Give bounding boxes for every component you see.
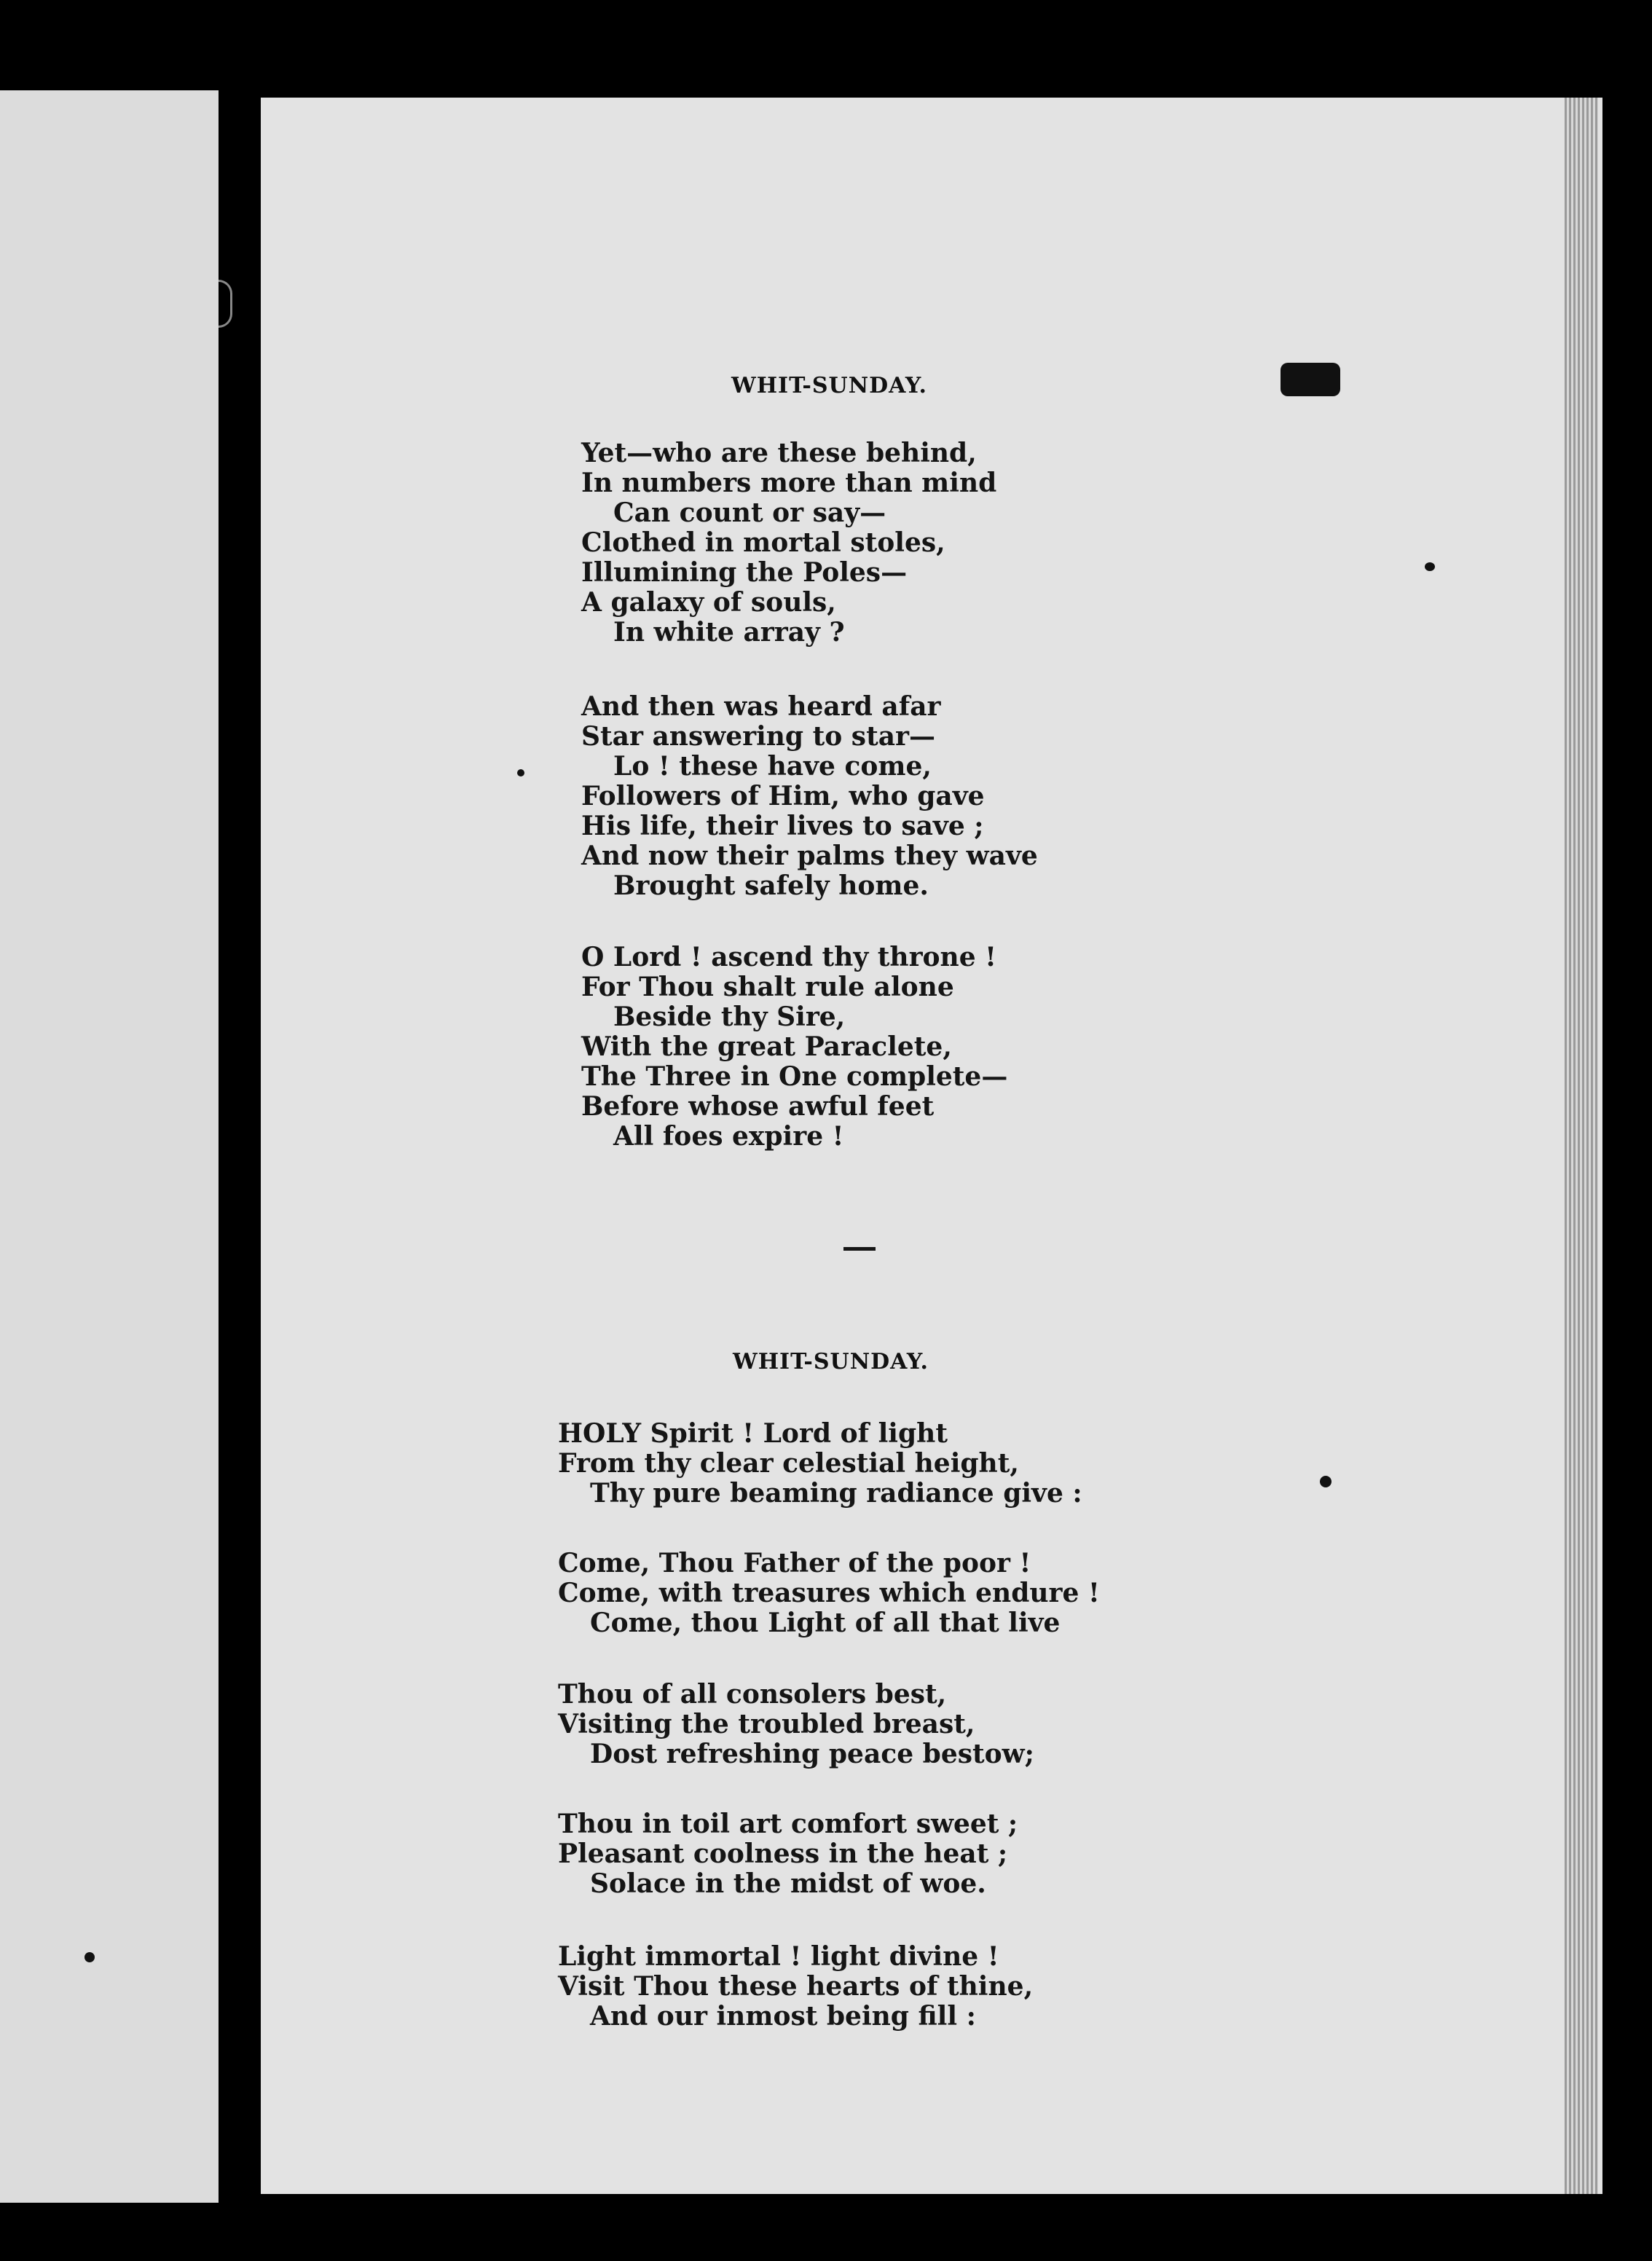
verse-line: And then was heard afar [581,691,941,722]
verse-line: Before whose awful feet [581,1091,935,1122]
verse-line: Illumining the Poles— [581,557,908,588]
verse-line: Can count or say— [613,498,886,528]
stanza [558,1419,1082,1509]
verse-line: In numbers more than mind [581,468,997,498]
verse-line: Star answering to star— [581,721,935,752]
verse-line: His life, their lives to save ; [581,811,984,841]
verse-line: Followers of Him, who gave [581,781,985,811]
verse-line: Pleasant coolness in the heat ; [558,1839,1008,1869]
verse-line: In white array ? [613,617,845,648]
verse-line: Yet—who are these behind, [581,438,977,468]
ink-spot [1425,562,1435,571]
stanza [581,439,996,648]
ink-spot [1320,1476,1332,1487]
stanza [558,1942,1033,2032]
verse-line: Come, with treasures which endure ! [558,1578,1100,1608]
section-divider [843,1247,876,1251]
stanza [581,692,1038,901]
page-stack-edge [1565,98,1598,2194]
ink-spot [84,1952,95,1962]
hymn-title: WHIT-SUNDAY. [733,1349,929,1375]
verse-line: Come, thou Light of all that live [590,1608,1061,1638]
verse-line: Visiting the troubled breast, [558,1709,975,1739]
page-number-blot [1281,363,1340,396]
verse-line: Thy pure beaming radiance give : [590,1478,1082,1509]
verse-line: Thou of all consolers best, [558,1679,947,1710]
verse-line: Clothed in mortal stoles, [581,527,945,558]
verse-line: All foes expire ! [613,1121,844,1152]
verse-line: A galaxy of souls, [581,587,836,618]
verse-line: Thou in toil art comfort sweet ; [558,1809,1018,1839]
verse-line: Come, Thou Father of the poor ! [558,1548,1031,1578]
ink-spot [517,769,524,776]
stanza [581,943,1007,1152]
verse-line: Lo ! these have come, [613,751,932,782]
stanza [558,1809,1018,1899]
verse-line: Light immortal ! light divine ! [558,1941,999,1972]
verse-line: Visit Thou these hearts of thine, [558,1971,1034,2002]
page-mark [219,280,232,328]
verse-line: And our inmost being fill : [590,2001,976,2032]
verse-line: O Lord ! ascend thy throne ! [581,942,996,972]
verse-line: HOLY Spirit ! Lord of light [558,1418,948,1449]
verse-line: And now their palms they wave [581,841,1038,871]
stanza [558,1549,1100,1638]
verse-line: For Thou shalt rule alone [581,972,954,1002]
verse-line: Solace in the midst of woe. [590,1868,986,1899]
stanza [558,1680,1034,1769]
verse-line: Beside thy Sire, [613,1002,846,1032]
verse-line: Dost refreshing peace bestow; [590,1739,1034,1769]
verse-line: The Three in One complete— [581,1061,1008,1092]
verse-line: With the great Paraclete, [581,1031,952,1062]
previous-page-edge [0,90,219,2203]
verse-line: From thy clear celestial height, [558,1448,1019,1479]
verse-line: Brought safely home. [613,870,929,901]
hymn-title: WHIT-SUNDAY. [731,373,927,398]
